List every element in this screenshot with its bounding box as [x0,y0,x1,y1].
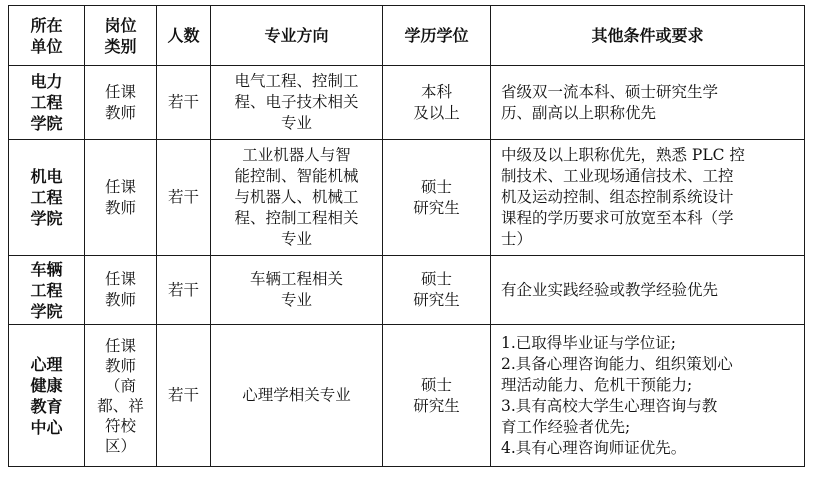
major-line: 专业 [280,230,312,248]
header-post-type-line: 类别 [104,36,137,56]
major-cell [211,256,383,325]
requirements-line: 有企业实践经验或教学经验优先 [501,280,719,299]
requirements-line: 理活动能力、危机干预能力; [501,375,693,394]
post-type-line: 教师 [104,198,136,217]
post-type-cell [85,325,157,467]
degree-line: 本科 [420,82,452,101]
major-line: 与机器人、机械工 [234,188,359,206]
header-degree: 学历学位 [383,6,491,66]
degree-line: 及以上 [413,103,460,122]
requirements-line: 2.具备心理咨询能力、组织策划心 [501,354,733,373]
unit-line: 健康 [30,375,63,395]
count-cell: 若干 [157,325,211,467]
degree-line: 硕士 [420,375,452,394]
count-cell: 若干 [157,140,211,256]
table-row [9,66,805,140]
post-type-cell [85,140,157,256]
count-cell: 若干 [157,66,211,140]
major-line: 能控制、智能机械 [234,167,359,185]
unit-line: 学院 [30,301,63,321]
degree-line: 研究生 [413,396,460,415]
major-line: 心理学相关专业 [242,386,351,404]
unit-cell [9,140,85,256]
degree-cell [383,66,491,140]
requirements-line: 育工作经验者优先; [501,417,631,436]
header-unit [9,6,85,66]
unit-line: 工程 [30,93,63,112]
post-type-line: 任课 [104,336,136,355]
post-type-line: 教师 [104,356,136,375]
major-line: 专业 [280,291,312,309]
header-major: 专业方向 [211,6,383,66]
requirements-line: 1.已取得毕业证与学位证; [501,333,677,352]
degree-line: 硕士 [420,270,452,288]
major-cell [211,140,383,256]
requirements-line: 省级双一流本科、硕士研究生学 [501,82,719,101]
unit-line: 车辆 [30,259,63,279]
requirements-line: 课程的学历要求可放宽至本科（学 [501,209,734,227]
requirements-line: 4.具有心理咨询师证优先。 [501,438,687,457]
unit-cell [9,256,85,325]
unit-line: 工程 [30,280,63,300]
unit-line: 工程 [30,188,63,207]
post-type-line: 区） [104,436,136,455]
header-row [9,6,805,66]
unit-line: 电力 [30,72,63,91]
degree-line: 研究生 [413,291,460,309]
degree-cell [383,325,491,467]
requirements-cell [491,325,805,467]
requirements-line: 士） [501,230,533,248]
major-cell [211,66,383,140]
degree-line: 研究生 [413,198,460,217]
major-cell [211,325,383,467]
major-line: 工业机器人与智 [242,146,351,164]
requirements-cell [491,66,805,140]
recruitment-table [8,5,805,467]
post-type-line: 都、祥 [97,396,144,415]
header-count: 人数 [157,6,211,66]
post-type-line: 教师 [104,291,136,309]
unit-cell [9,325,85,467]
table-row [9,140,805,256]
header-post-type-line: 岗位 [104,15,137,35]
header-post-type [85,6,157,66]
post-type-cell [85,256,157,325]
major-line: 车辆工程相关 [249,270,343,288]
requirements-cell [491,256,805,325]
major-line: 专业 [280,114,312,132]
major-line: 程、电子技术相关 [234,93,359,111]
major-line: 电气工程、控制工 [234,72,359,90]
post-type-line: 任课 [104,82,136,101]
requirements-line: 机及运动控制、组态控制系统设计 [501,188,734,206]
table-row [9,256,805,325]
table-row [9,325,805,467]
unit-cell [9,66,85,140]
requirements-line: 制技术、工业现场通信技术、工控 [501,167,734,185]
unit-line: 学院 [30,209,63,228]
post-type-line: 任课 [104,270,136,288]
unit-line: 心理 [30,354,63,374]
header-requirements: 其他条件或要求 [491,6,805,66]
degree-line: 硕士 [420,177,452,196]
post-type-line: （商 [104,376,136,395]
header-unit-line: 单位 [30,36,63,56]
unit-line: 中心 [30,417,63,437]
post-type-line: 教师 [104,103,136,122]
count-cell: 若干 [157,256,211,325]
post-type-line: 符校 [104,416,136,435]
unit-line: 教育 [30,396,63,416]
post-type-line: 任课 [104,177,136,196]
unit-line: 学院 [30,114,63,133]
major-line: 程、控制工程相关 [234,209,359,227]
requirements-line: 中级及以上职称优先，熟悉 PLC 控 [501,146,745,164]
degree-cell [383,140,491,256]
requirements-cell [491,140,805,256]
degree-cell [383,256,491,325]
unit-line: 机电 [30,167,63,186]
requirements-line: 历、副高以上职称优先 [501,103,657,122]
requirements-line: 3.具有高校大学生心理咨询与教 [501,396,718,415]
post-type-cell [85,66,157,140]
header-unit-line: 所在 [30,15,63,35]
